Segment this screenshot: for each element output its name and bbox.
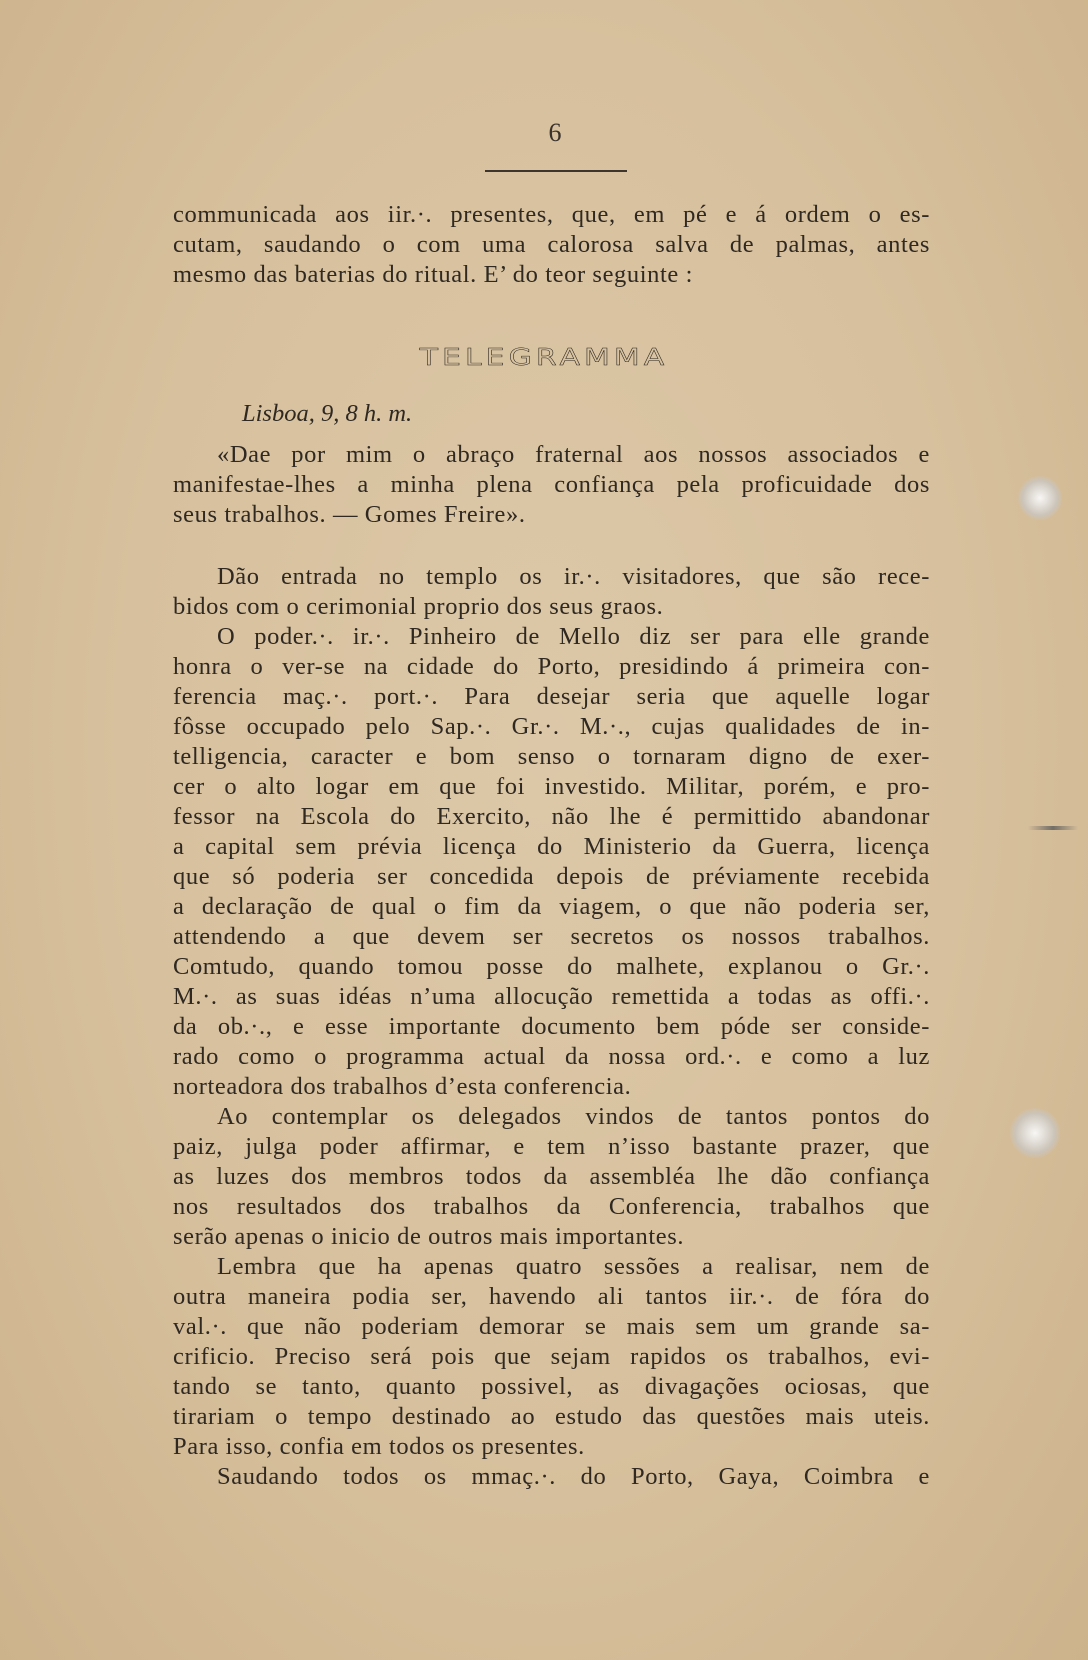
header-rule <box>485 170 627 172</box>
text-line: mesmo das baterias do ritual. E’ do teor seguinte : <box>173 261 694 288</box>
text-line: Ao contemplar os delegados vindos de tantos pontos do <box>217 1103 930 1130</box>
binding-hole-mark <box>1010 1108 1060 1158</box>
text-line: cer o alto logar em que foi investido. Militar, porém, e pro- <box>173 773 930 800</box>
text-line: «Dae por mim o abraço fraternal aos nossos associados e <box>217 441 930 468</box>
text-line: a capital sem prévia licença do Ministerio da Guerra, licença <box>173 833 930 860</box>
text-line: a declaração de qual o fim da viagem, o que não poderia ser, <box>173 893 930 920</box>
margin-mark <box>1028 826 1078 830</box>
text-line: norteadora dos trabalhos d’esta conferencia. <box>173 1073 632 1100</box>
text-line: rado como o programma actual da nossa ord.·. e como a luz <box>173 1043 930 1070</box>
binding-hole-mark <box>1018 476 1062 520</box>
text-line: M.·. as suas idéas n’uma allocução remettida a todas as offi.·. <box>173 983 930 1010</box>
text-line: manifestae-lhes a minha plena confiança pela proficuidade dos <box>173 471 930 498</box>
text-line: seus trabalhos. — Gomes Freire». <box>173 501 526 528</box>
text-line: crificio. Preciso será pois que sejam rapidos os trabalhos, evi- <box>173 1343 930 1370</box>
text-line: ferencia maç.·. port.·. Para desejar seria que aquelle logar <box>173 683 930 710</box>
telegram-dateline: Lisboa, 9, 8 h. m. <box>242 400 413 427</box>
text-line: Dão entrada no templo os ir.·. visitadores, que são rece- <box>217 563 930 590</box>
text-line: cutam, saudando o com uma calorosa salva de palmas, antes <box>173 231 930 258</box>
text-line: fôsse occupado pelo Sap.·. Gr.·. M.·., cujas qualidades de in- <box>173 713 930 740</box>
text-line: fessor na Escola do Exercito, não lhe é permittido abandonar <box>173 803 930 830</box>
text-line: paiz, julga poder affirmar, e tem n’isso bastante prazer, que <box>173 1133 930 1160</box>
text-line: tando se tanto, quanto possivel, as divagações ociosas, que <box>173 1373 930 1400</box>
text-line: honra o ver-se na cidade do Porto, presidindo á primeira con- <box>173 653 930 680</box>
text-line: O poder.·. ir.·. Pinheiro de Mello diz ser para elle grande <box>217 623 930 650</box>
text-line: da ob.·., e esse importante documento bem póde ser conside- <box>173 1013 930 1040</box>
text-line: nos resultados dos trabalhos da Conferencia, trabalhos que <box>173 1193 930 1220</box>
text-line: serão apenas o inicio de outros mais importantes. <box>173 1223 685 1250</box>
telegram-body <box>173 440 930 530</box>
main-body <box>173 562 930 1492</box>
text-line: attendendo a que devem ser secretos os nossos trabalhos. <box>173 923 930 950</box>
text-line: val.·. que não poderiam demorar se mais sem um grande sa- <box>173 1313 930 1340</box>
text-line: Saudando todos os mmaç.·. do Porto, Gaya, Coimbra e <box>217 1463 930 1490</box>
telegram-title: TELEGRAMMA <box>419 343 669 372</box>
text-line: telligencia, caracter e bom senso o tornaram digno de exer- <box>173 743 930 770</box>
text-line: que só poderia ser concedida depois de préviamente recebida <box>173 863 930 890</box>
text-line: as luzes dos membros todos da assembléa lhe dão confiança <box>173 1163 930 1190</box>
text-line: tirariam o tempo destinado ao estudo das questões mais uteis. <box>173 1403 930 1430</box>
intro-paragraph <box>173 200 930 290</box>
text-line: communicada aos iir.·. presentes, que, em pé e á ordem o es- <box>173 201 930 228</box>
text-line: Comtudo, quando tomou posse do malhete, explanou o Gr.·. <box>173 953 930 980</box>
text-line: bidos com o cerimonial proprio dos seus graos. <box>173 593 664 620</box>
text-line: Lembra que ha apenas quatro sessões a realisar, nem de <box>217 1253 930 1280</box>
text-line: Para isso, confia em todos os presentes. <box>173 1433 585 1460</box>
text-line: outra maneira podia ser, havendo ali tantos iir.·. de fóra do <box>173 1283 930 1310</box>
page-number: 6 <box>548 118 562 147</box>
